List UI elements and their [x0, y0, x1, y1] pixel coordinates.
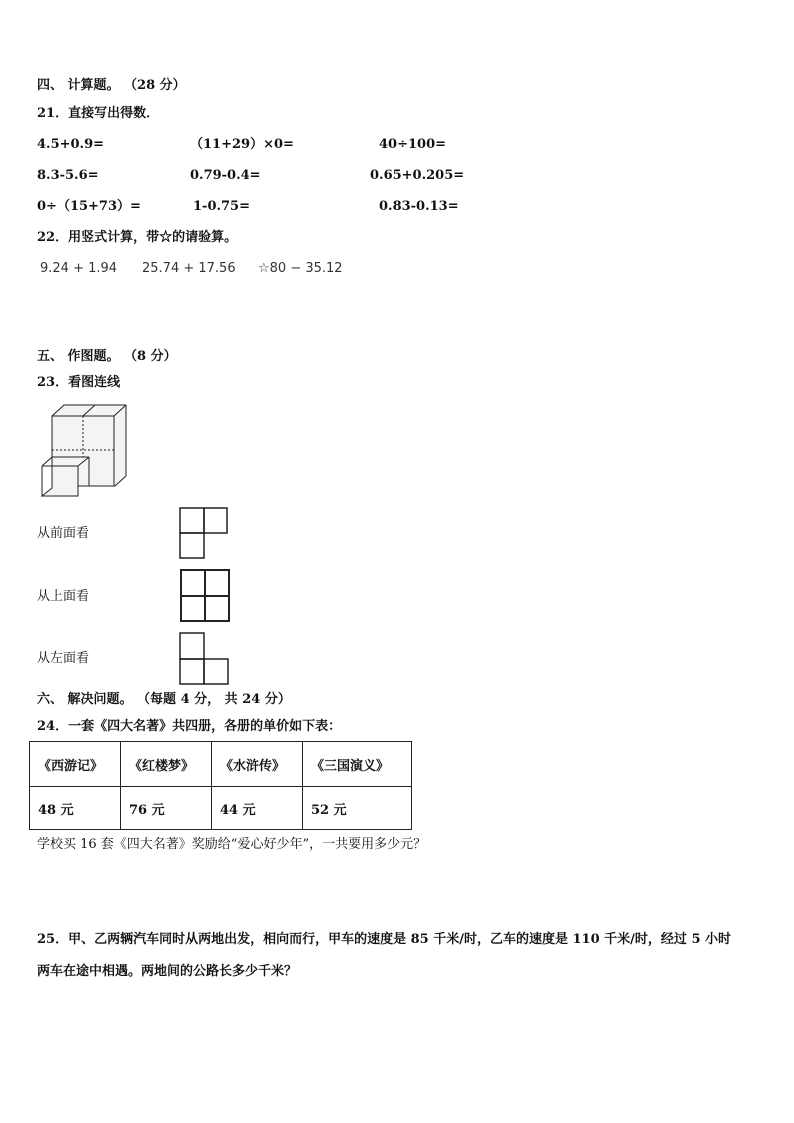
table-header-row: [30, 742, 412, 787]
view-label-front: 从前面看: [37, 526, 90, 541]
question-25-line-2: 两车在途中相遇。两地间的公路长多少千米？: [37, 964, 298, 979]
vertical-calc-item-starred: ☆80 − 35.12: [258, 261, 343, 276]
table-header-cell: 《红楼梦》: [121, 742, 212, 787]
table-cell: 76 元: [121, 787, 212, 830]
table-header-cell: 《西游记》: [30, 742, 121, 787]
cube-solid-figure: [38, 400, 132, 500]
book-price-table: [29, 741, 412, 830]
section-5-title: 五、 作图题。 （8 分）: [37, 349, 177, 364]
top-view-grid: [180, 569, 231, 623]
front-view-grid: [179, 507, 229, 560]
table-cell: 44 元: [212, 787, 303, 830]
table-row: [30, 787, 412, 830]
calc-item: （11+29）×0=: [190, 137, 294, 152]
vertical-calc-item: 9.24 + 1.94: [40, 261, 118, 276]
section-4-title: 四、 计算题。 （28 分）: [37, 78, 186, 93]
calc-item: 1-0.75=: [193, 199, 250, 214]
section-6-title: 六、 解决问题。 （每题 4 分， 共 24 分）: [37, 692, 291, 707]
table-header-cell: 《三国演义》: [303, 742, 412, 787]
calc-item: 0.79-0.4=: [190, 168, 261, 183]
calc-item: 8.3-5.6=: [37, 168, 99, 183]
question-22-label: 22．用竖式计算，带☆的请验算。: [37, 230, 238, 245]
question-24-text: 学校买 16 套《四大名著》奖励给“爱心好少年”，一共要用多少元？: [37, 837, 427, 852]
view-label-top: 从上面看: [37, 589, 90, 604]
calc-item: 4.5+0.9=: [37, 137, 105, 152]
calc-item: 0÷（15+73）=: [37, 199, 141, 214]
table-header-cell: 《水浒传》: [212, 742, 303, 787]
question-24-label: 24．一套《四大名著》共四册，各册的单价如下表：: [37, 719, 342, 734]
question-25-line-1: 25．甲、乙两辆汽车同时从两地出发，相向而行，甲车的速度是 85 千米/时，乙车的速度是 110 千米/时，经过 5 小时: [37, 932, 732, 947]
calc-item: 40÷100=: [379, 137, 447, 152]
calc-item: 0.83-0.13=: [379, 199, 459, 214]
left-view-grid: [179, 632, 230, 686]
question-21-label: 21．直接写出得数．: [37, 106, 160, 121]
question-23-label: 23．看图连线: [37, 375, 121, 390]
vertical-calc-item: 25.74 + 17.56: [142, 261, 236, 276]
table-cell: 48 元: [30, 787, 121, 830]
view-label-left: 从左面看: [37, 651, 90, 666]
table-cell: 52 元: [303, 787, 412, 830]
calc-item: 0.65+0.205=: [370, 168, 465, 183]
